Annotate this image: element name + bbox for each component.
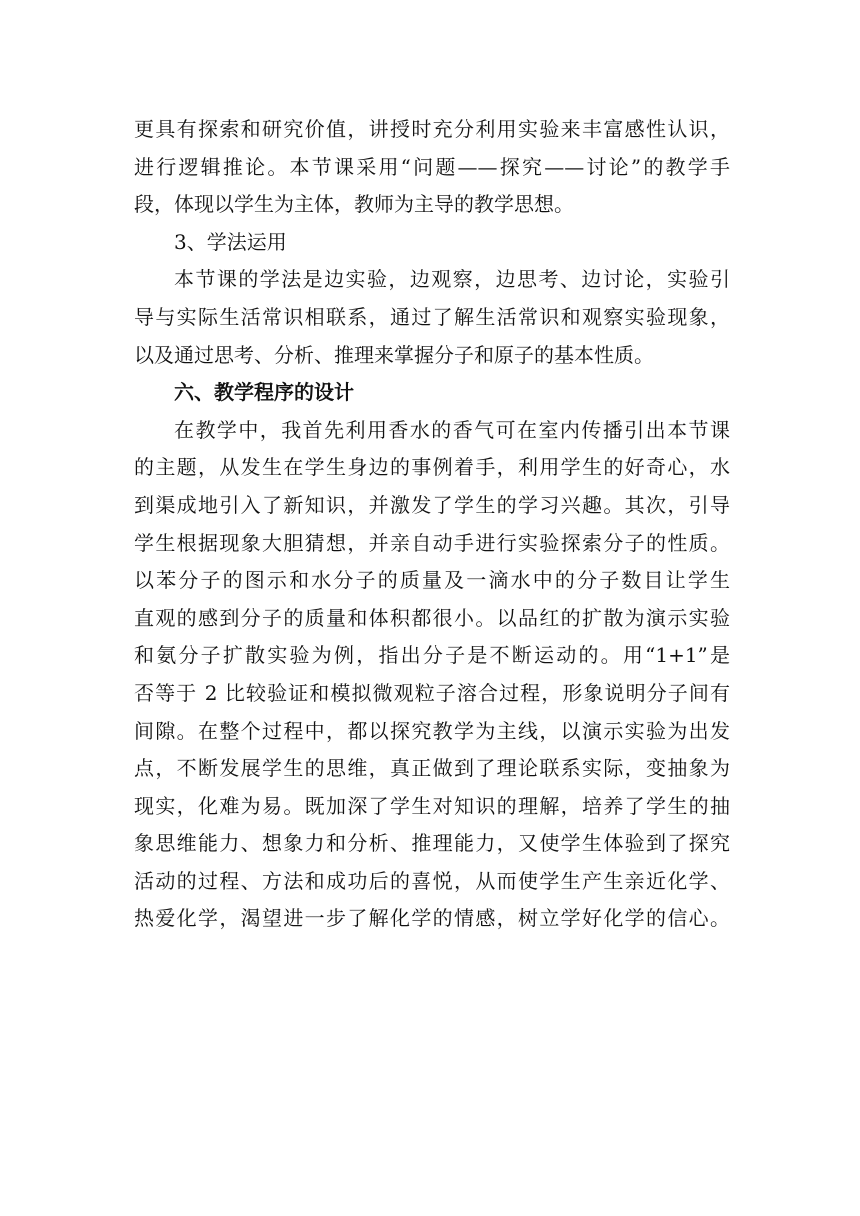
paragraph-line: 点，不断发展学生的思维，真正做到了理论联系实际，变抽象为 [134, 756, 730, 781]
subsection-heading: 3、学法运用 [174, 229, 287, 254]
paragraph-line: 进行逻辑推论。本节课采用“问题——探究——讨论”的教学手 [134, 154, 730, 179]
document-body [134, 111, 730, 938]
paragraph-line: 到渠成地引入了新知识，并激发了学生的学习兴趣。其次，引导 [134, 492, 730, 517]
paragraph-line: 直观的感到分子的质量和体积都很小。以品红的扩散为演示实验 [134, 605, 730, 630]
paragraph-line: 导与实际生活常识相联系，通过了解生活常识和观察实验现象， [134, 304, 730, 329]
paragraph-line: 的主题，从发生在学生身边的事例着手，利用学生的好奇心，水 [134, 455, 730, 480]
paragraph-line: 以及通过思考、分析、推理来掌握分子和原子的基本性质。 [134, 342, 654, 367]
paragraph-line: 学生根据现象大胆猜想，并亲自动手进行实验探索分子的性质。 [134, 530, 730, 555]
paragraph-line: 现实，化难为易。既加深了学生对知识的理解，培养了学生的抽 [134, 793, 730, 818]
paragraph-line: 间隙。在整个过程中，都以探究教学为主线，以演示实验为出发 [134, 718, 730, 743]
paragraph-line: 本节课的学法是边实验，边观察，边思考、边讨论，实验引 [174, 267, 730, 292]
paragraph-line: 象思维能力、想象力和分析、推理能力，又使学生体验到了探究 [134, 831, 730, 856]
section-heading: 六、教学程序的设计 [174, 380, 354, 405]
paragraph-line: 活动的过程、方法和成功后的喜悦，从而使学生产生亲近化学、 [134, 868, 730, 893]
paragraph-line: 热爱化学，渴望进一步了解化学的情感，树立学好化学的信心。 [134, 906, 730, 931]
paragraph-line: 更具有探索和研究价值，讲授时充分利用实验来丰富感性认识， [134, 117, 730, 141]
paragraph-line: 否等于 2 比较验证和模拟微观粒子溶合过程，形象说明分子间有 [134, 680, 730, 705]
paragraph-line: 在教学中，我首先利用香水的香气可在室内传播引出本节课 [174, 417, 730, 442]
paragraph-line: 以苯分子的图示和水分子的质量及一滴水中的分子数目让学生 [134, 568, 730, 593]
paragraph-line: 段，体现以学生为主体，教师为主导的教学思想。 [134, 192, 574, 217]
paragraph-line: 和氨分子扩散实验为例，指出分子是不断运动的。用“1+1”是 [134, 643, 730, 668]
